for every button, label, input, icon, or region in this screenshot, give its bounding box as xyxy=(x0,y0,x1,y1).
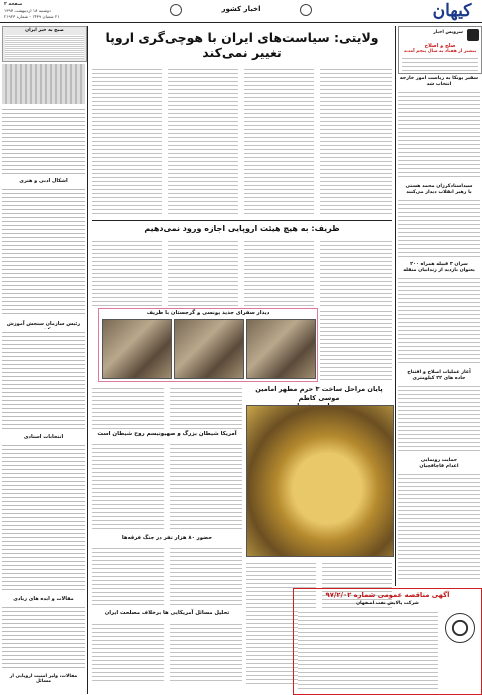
article1-text xyxy=(398,89,480,179)
text-col xyxy=(170,385,242,429)
notice-logo xyxy=(467,29,479,41)
notice-sub: بیشتر از هفتاد به سال پنجم آمدند xyxy=(403,49,477,54)
text-col xyxy=(244,238,314,306)
ad-title: آگهی مناقصه عمومی شماره ۹۷/۲/۰۲ xyxy=(325,591,450,599)
section-title: اخبار کشور xyxy=(221,5,261,13)
article3-sub: بعنوان بازدید از زندانیان منقله xyxy=(403,268,475,273)
text-col xyxy=(168,238,238,306)
photo-3 xyxy=(246,319,316,379)
shrine-title-1: پایان مراحل ساخت ۳ حرم مطهر امامین موسی کاظم xyxy=(255,385,383,402)
center-mid-text-2 xyxy=(320,308,392,380)
article5-text xyxy=(398,471,480,581)
article2-title: سیداستادکرزان محمد هستی xyxy=(405,184,473,189)
left-text-5 xyxy=(2,604,85,668)
date-line: دوشنبه ۱۸ اردیبهشت ۱۳۹۷ xyxy=(4,8,51,13)
lower-left-story xyxy=(92,385,242,685)
left-text-1 xyxy=(2,106,85,176)
lower-story-title-2: حضور ۸۰ هزار نفر در جنگ فرقه‌ها xyxy=(121,535,213,541)
left-title-2: رئیس سازمان سنجش آموزش xyxy=(6,321,81,327)
left-title-4: مقالات و ایده های زیادی xyxy=(13,596,74,602)
left-text-2 xyxy=(2,186,85,316)
article1-sub: انتخاب شد xyxy=(426,82,452,87)
logo: کیهان xyxy=(432,1,472,21)
article2-text xyxy=(398,197,480,257)
compass-icon xyxy=(300,4,312,16)
morning-header: صبح به خیر ایران xyxy=(25,28,64,33)
text-col xyxy=(92,545,164,605)
photo-frame xyxy=(98,308,318,382)
left-title-3: انتخابات استادی xyxy=(23,434,64,440)
sub-headline: ظریف: به هیچ هیئت اروپایی اجازه ورود نمی‌دهیم xyxy=(144,224,340,233)
left-text-4 xyxy=(2,442,85,592)
sub-rule xyxy=(92,220,392,221)
article5-title: حمایت رونمایی xyxy=(420,458,458,463)
article4-text xyxy=(398,383,480,453)
notice-text xyxy=(402,55,478,71)
left-title-1: اشکال ادبی و هنری xyxy=(19,178,68,184)
column-rule xyxy=(395,26,396,586)
masthead-rule xyxy=(0,22,482,23)
center-mid-text xyxy=(92,238,392,306)
text-col xyxy=(320,238,392,306)
notice-box xyxy=(398,26,482,74)
left-text-3 xyxy=(2,329,85,429)
article2-sub: با رهبر انقلاب دیدار می‌کنند xyxy=(406,190,472,195)
morning-text xyxy=(5,35,84,59)
ad-sub: شرکت پالایش نفت اصفهان xyxy=(356,601,419,606)
article3-text xyxy=(398,275,480,365)
main-headline xyxy=(92,30,392,60)
headline-line-2: تغییر نمی‌کند xyxy=(202,45,282,60)
tender-ad xyxy=(293,588,482,695)
text-col xyxy=(320,66,392,216)
compass-icon xyxy=(170,4,182,16)
lower-story-title: آمریکا شیطان بزرگ و صهیونیسم روح شیطان است xyxy=(97,431,237,437)
article4-title: آغاز عملیات اصلاح و افتتاح xyxy=(407,370,471,375)
text-col xyxy=(170,545,242,605)
text-col xyxy=(92,238,162,306)
notice-label: سرویس اخبار xyxy=(433,30,463,35)
text-col xyxy=(92,385,164,429)
column-rule xyxy=(87,26,88,694)
photo-1 xyxy=(102,319,172,379)
article3-title: سران ۴ قبیله همراه ۲۰۰ xyxy=(410,262,468,267)
text-col xyxy=(170,621,242,683)
article5-sub: اعدام قاچاقچیان xyxy=(419,464,459,469)
text-col xyxy=(92,441,164,531)
left-footer-title: مقالات، ولیز امنیت اروپایی از مسائل xyxy=(9,674,78,684)
notice-title: صلح و اصلاح xyxy=(424,43,456,49)
photo-caption: دیدار سفرای جدید یونسی و گرجستان با ظریف xyxy=(146,310,270,316)
left-column xyxy=(2,26,85,694)
masthead xyxy=(0,0,482,24)
text-col xyxy=(170,441,242,531)
photo-small xyxy=(2,64,85,104)
text-col xyxy=(92,621,164,683)
text-col xyxy=(168,66,238,216)
right-column xyxy=(398,26,480,586)
shrine-photo xyxy=(246,405,394,557)
ad-text xyxy=(298,609,438,689)
headline-line-1: ولایتی: سیاست‌های ایران با هوچی‌گری اروپا xyxy=(105,30,379,45)
center-upper-text xyxy=(92,66,392,216)
text-col xyxy=(244,66,314,216)
photo-2 xyxy=(174,319,244,379)
article1-title: سفیر پونکا به ریاست امور خارجه xyxy=(399,76,479,81)
ad-logo xyxy=(445,613,475,643)
morning-box xyxy=(2,26,87,62)
page-number: صفحه ۲ xyxy=(4,2,23,7)
article4-sub: جاده های ۲۲ کیلومتری xyxy=(412,376,466,381)
issue-line: ۲۱ شعبان ۱۴۳۹ - شماره ۲۱۹۲۳ xyxy=(4,14,60,19)
text-col xyxy=(92,66,162,216)
lower-story-title-3: تحلیل مسائل آمریکایی ها برخلاف مصلحت ایران xyxy=(104,610,230,616)
